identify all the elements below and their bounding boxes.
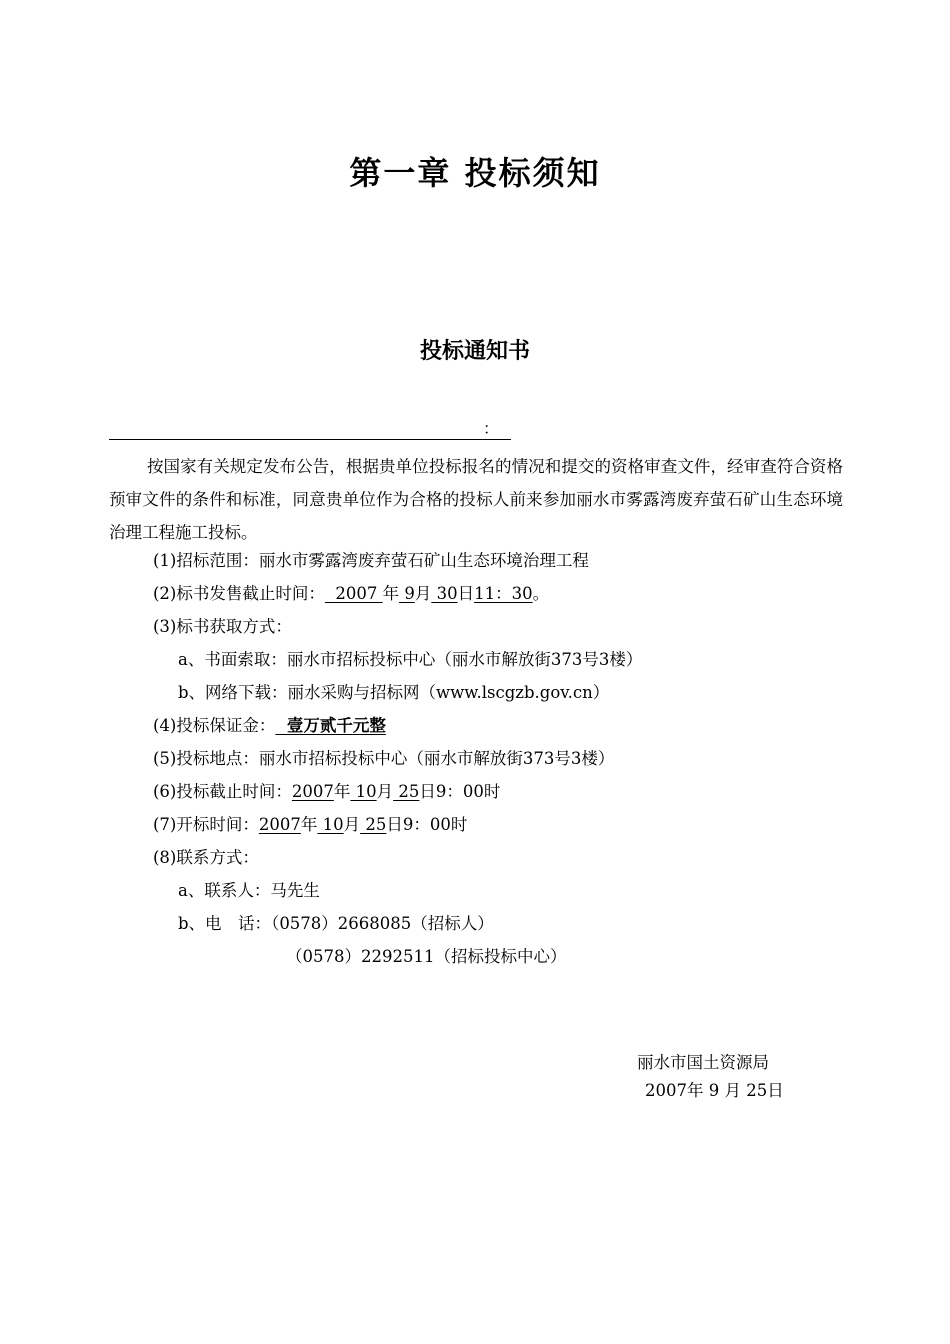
- sale-deadline-day: 30: [431, 584, 458, 603]
- item-scope: (1)招标范围：丽水市雾露湾废弃萤石矿山生态环境治理工程: [153, 551, 589, 570]
- opening-rest: 日9：00时: [386, 815, 468, 834]
- item-opening: [153, 813, 467, 837]
- sale-deadline-end: 。: [532, 584, 550, 603]
- sale-deadline-time: 11：30: [474, 584, 533, 603]
- item-bid-deadline: [153, 780, 500, 804]
- bid-deadline-day: 25: [393, 782, 420, 801]
- bid-deadline-year: 2007: [291, 782, 334, 801]
- item-contact-label: (8)联系方式：: [153, 848, 259, 867]
- signature-org: 丽水市国土资源局: [637, 1053, 769, 1072]
- sale-deadline-month: 9: [399, 584, 415, 603]
- opening-day: 25: [360, 815, 387, 834]
- contact-phone-label: b、电 话：: [178, 914, 272, 933]
- item-contact-phone: [178, 912, 494, 936]
- opening-label: (7)开标时间：: [153, 815, 259, 834]
- signature-date: 2007年 9 月 25日: [645, 1081, 784, 1100]
- opening-year: 2007: [258, 815, 301, 834]
- deposit-value: 壹万贰千元整: [275, 716, 386, 735]
- bid-deadline-month-unit: 月: [376, 782, 394, 801]
- bid-deadline-rest: 日9：00时: [419, 782, 501, 801]
- addressee-colon: ：: [482, 419, 499, 438]
- item-location: (5)投标地点：丽水市招标投标中心（丽水市解放街373号3楼）: [153, 749, 615, 768]
- deposit-label: (4)投标保证金：: [153, 716, 276, 735]
- item-obtain-b: b、网络下载：丽水采购与招标网（www.lscgzb.gov.cn）: [178, 683, 610, 702]
- sale-deadline-day-unit: 日: [457, 584, 475, 603]
- bid-deadline-month: 10: [350, 782, 377, 801]
- opening-month-unit: 月: [343, 815, 361, 834]
- opening-month: 10: [317, 815, 344, 834]
- item-obtain-label: (3)标书获取方式：: [153, 617, 292, 636]
- chapter-title: 第一章 投标须知: [349, 154, 601, 192]
- intro-paragraph: [109, 450, 843, 549]
- sale-deadline-year-unit: 年: [382, 584, 400, 603]
- opening-year-unit: 年: [300, 815, 318, 834]
- item-sale-deadline: [153, 582, 549, 606]
- addressee-blank-line: [109, 419, 511, 440]
- item-contact-person: a、联系人：马先生: [178, 881, 320, 900]
- section-title: 投标通知书: [419, 339, 530, 364]
- item-contact-phone-2: （0578）2292511（招标投标中心）: [286, 947, 567, 966]
- sale-deadline-year: 2007: [324, 584, 383, 603]
- bid-deadline-label: (6)投标截止时间：: [153, 782, 292, 801]
- bid-deadline-year-unit: 年: [333, 782, 351, 801]
- item-obtain-a: a、书面索取：丽水市招标投标中心（丽水市解放街373号3楼）: [178, 650, 643, 669]
- intro-text: 按国家有关规定发布公告，根据贵单位投标报名的情况和提交的资格审查文件，经审查符合资格预审文件的条件和标准，同意贵单位作为合格的投标人前来参加丽水市雾露湾废弃萤石矿山生态环境治理工程施工投标。: [109, 457, 843, 542]
- sale-deadline-month-unit: 月: [414, 584, 432, 603]
- sale-deadline-label: (2)标书发售截止时间：: [153, 584, 325, 603]
- contact-phone-1: （0578）2668085（招标人）: [271, 914, 494, 933]
- item-deposit: [153, 714, 386, 738]
